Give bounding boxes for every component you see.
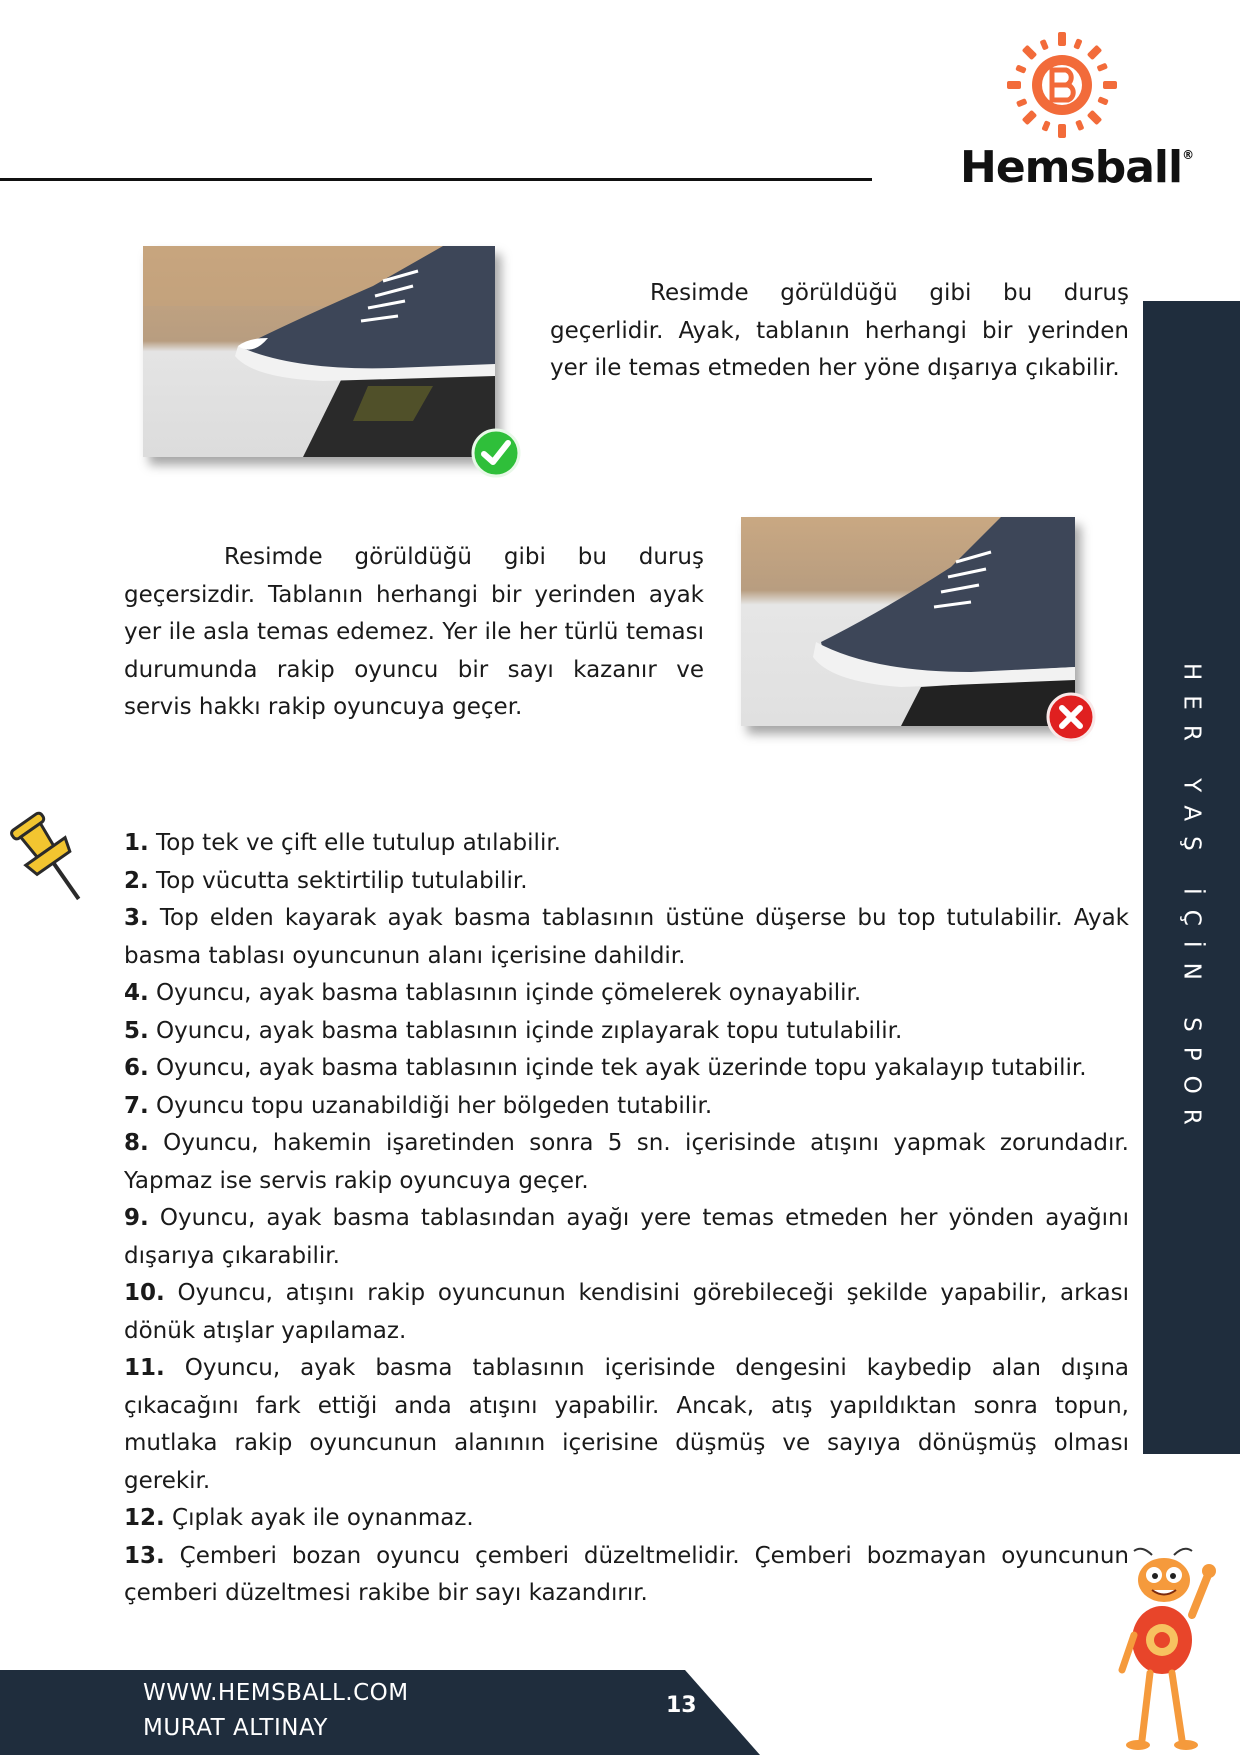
paragraph-invalid-stance: Resimde görüldüğü gibi bu duruş geçersizdir. Tablanın herhangi bir yerinden ayak yer ile asla temas edemez. Yer ile her türlü teması durumunda rakip oyuncu bir sayı kazanır ve servis hakkı rakip oyuncuya geçer. xyxy=(124,544,704,720)
shoe-image xyxy=(143,246,495,457)
pushpin-icon xyxy=(10,808,90,913)
rules-list xyxy=(124,825,1129,1613)
list-item: 8. Oyuncu, hakemin işaretinden sonra 5 sn. içerisinde atışını yapmak zorundadır. Yapmaz ise servis rakip oyuncuya geçer. xyxy=(124,1130,1129,1194)
shoe-image xyxy=(741,517,1075,726)
list-item: 7. Oyuncu topu uzanabildiği her bölgeden tutabilir. xyxy=(124,1092,713,1119)
brand-wordmark xyxy=(960,142,1193,193)
list-item: 13. Çemberi bozan oyuncu çemberi düzeltmelidir. Çemberi bozmayan oyuncunun çemberi düzeltmesi rakibe bir sayı kazandırır. xyxy=(124,1542,1129,1606)
photo-valid-stance xyxy=(143,246,495,457)
sidebar-slogan-text: HER YAŞ İÇİN SPOR xyxy=(1178,663,1205,1140)
sun-logo-icon xyxy=(1005,30,1125,140)
list-item: 12. Çıplak ayak ile oynanmaz. xyxy=(124,1505,474,1531)
footer-website: WWW.HEMSBALL.COM xyxy=(143,1680,409,1706)
list-item: 11. Oyuncu, ayak basma tablasının içerisinde dengesini kaybedip alan dışına çıkacağını fark ettiği anda atışını yapabilir. Ancak, atış yapıldıktan sonra topun, mutlaka rakip oyuncunun alanının içerisine düşmüş ve sayıya dönüşmüş olması gerekir. xyxy=(124,1355,1129,1494)
photo-invalid-stance xyxy=(741,517,1075,726)
header-rule xyxy=(0,178,872,181)
list-item: 2. Top vücutta sektirtilip tutulabilir. xyxy=(124,867,528,894)
list-item: 1. Top tek ve çift elle tutulup atılabilir. xyxy=(124,830,561,856)
sidebar-banner xyxy=(1143,301,1240,1454)
check-icon xyxy=(471,428,521,478)
list-item: 10. Oyuncu, atışını rakip oyuncunun kendisini görebileceği şekilde yapabilir, arkası dönük atışlar yapılamaz. xyxy=(124,1280,1129,1344)
brand-name: Hemsball xyxy=(960,142,1183,193)
footer-author: MURAT ALTINAY xyxy=(143,1715,328,1741)
registered-mark: ® xyxy=(1182,148,1194,162)
page-number: 13 xyxy=(666,1693,697,1718)
list-item: 4. Oyuncu, ayak basma tablasının içinde çömelerek oynayabilir. xyxy=(124,980,862,1006)
paragraph-valid-stance: Resimde görüldüğü gibi bu duruş geçerlidir. Ayak, tablanın herhangi bir yerinden yer ile temas etmeden her yöne dışarıya çıkabilir. xyxy=(550,280,1129,381)
sidebar-slogan xyxy=(1143,663,1240,1140)
brand-logo xyxy=(950,30,1200,200)
cross-icon xyxy=(1046,692,1096,742)
list-item: 5. Oyuncu, ayak basma tablasının içinde zıplayarak topu tutulabilir. xyxy=(124,1017,903,1044)
list-item: 6. Oyuncu, ayak basma tablasının içinde tek ayak üzerinde topu yakalayıp tutabilir. xyxy=(124,1055,1087,1081)
mascot-illustration xyxy=(1112,1545,1222,1755)
list-item: 3. Top elden kayarak ayak basma tablasının üstüne düşerse bu top tutulabilir. Ayak basma tablası oyuncunun alanı içerisine dahildir. xyxy=(124,905,1129,969)
list-item: 9. Oyuncu, ayak basma tablasından ayağı yere temas etmeden her yönden ayağını dışarıya çıkarabilir. xyxy=(124,1205,1129,1269)
